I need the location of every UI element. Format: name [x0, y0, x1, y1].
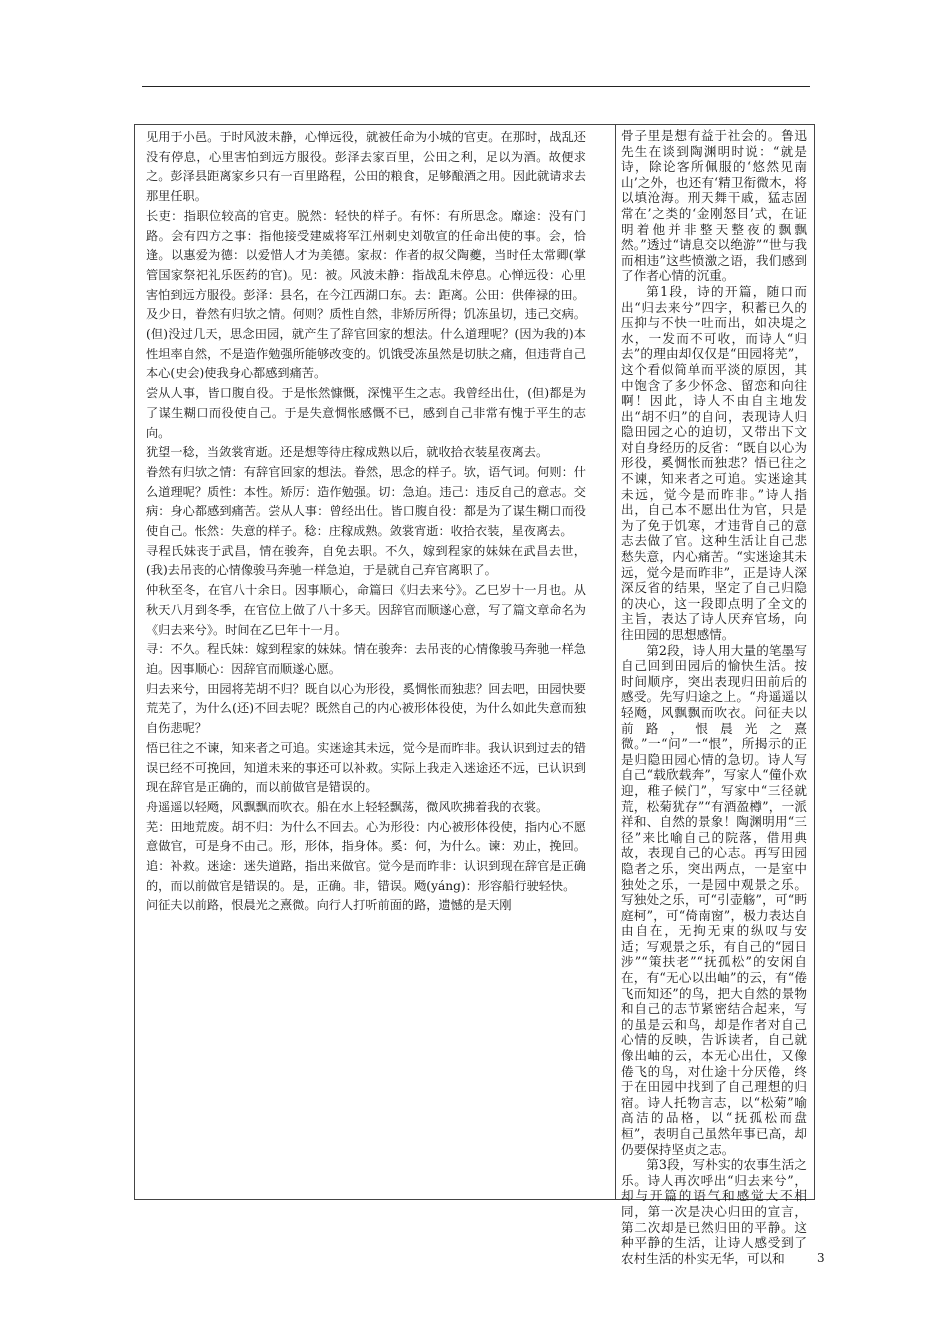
text-block: 寻：不久。程氏妹：嫁到程家的妹妹。情在骏奔：去吊丧的心情像骏马奔驰一样急迫。因事顺心：因辞官而顺遂心愿。 [146, 642, 586, 676]
text-block: 尝从人事，皆口腹自役。于是怅然慷慨，深愧平生之志。我曾经出仕，(但)都是为了谋生糊口而役使自己。于是失意惆怅感慨不已，感到自己非常有愧于平生的志向。 [146, 386, 586, 440]
page-number: 3 [817, 1251, 825, 1265]
analysis-paragraph: 第1段，诗的开篇，随口而出“归去来兮”四字，积蓄已久的压抑与不快一吐而出，如决堤之水，一发而不可收，而诗人“归去”的理由却仅仅是“田园将芜”，这个看似简单而平淡的原因，其中饱含了多少怀念、留恋和向往啊！因此，诗人不由自主地发出“胡不归”的自问，表现诗人归隐田园之心的迫切，又带出下文对自身经历的反省：“既自以心为形役，奚惆怅而独悲？悟已往之不谏，知来者之可追。实迷途其未远，觉今是而昨非。”诗人指出，自己本不愿出仕为官，只是为了免于饥寒，才违背自己的意志去做了官。这种生活让自己悲愁失意，内心痛苦。“实迷途其未远，觉今是而昨非”，正是诗人深深反省的结果，坚定了自己归隐的决心，这一段即点明了全文的主旨，表达了诗人厌弃官场，向往田园的思想感情。 [621, 283, 807, 642]
text-block: 长吏：指职位较高的官吏。脱然：轻快的样子。有怀：有所思念。靡途：没有门路。会有四方之事：指他接受建威将军江州刺史刘敬宣的任命出使的事。会，恰逢。以惠爱为德：以爱惜人才为美德。家叔：作者的叔父陶夔，当时任太常卿(掌管国家祭祀礼乐医药的官)。见：被。风波未静：指战乱未停息。心惮远役：心里害怕到远方服役。彭泽：县名，在今江西湖口东。去：距离。公田：供俸禄的田。 [146, 208, 586, 302]
text-block: 芜：田地荒废。胡不归：为什么不回去。心为形役：内心被形体役使，指内心不愿意做官，可是身不由己。形，形体，指身体。奚：何，为什么。谏：劝止，挽回。追：补救。迷途：迷失道路，指出来做官。觉今是而昨非：认识到现在辞官是正确的，而以前做官是错误的。是，正确。非，错误。飏(yáng)：形容船行驶轻快。 [146, 819, 586, 893]
column-divider [615, 124, 616, 1200]
analysis-paragraph: 第3段，写朴实的农事生活之乐。诗人再次呼出“归去来兮”，却与开篇的语气和感觉大不相同，第一次是决心归田的宣言，第二次却是已然归田的平静。这种平静的生活，让诗人感受到了农村生活的朴实无华，可以和 [621, 1157, 807, 1266]
text-block: 仲秋至冬，在官八十余日。因事顺心，命篇曰《归去来兮》。乙巳岁十一月也。从秋天八月到冬季，在官位上做了八十多天。因辞官而顺遂心意，写了篇文章命名为《归去来兮》。时间在乙巳年十一月。 [146, 583, 586, 637]
text-block: 犹望一稔，当敛裳宵逝。还是想等待庄稼成熟以后，就收拾衣装星夜离去。 [146, 445, 549, 460]
annotated-text-column [146, 128, 586, 1194]
analysis-paragraph: 第2段，诗人用大量的笔墨写自己回到田园后的愉快生活。按时间顺序，突出表现归田前后的感受。先写归途之上。“舟遥遥以轻飏，风飘飘而吹衣。问征夫以前路，恨晨光之熹微。”一“问”一“恨”，所揭示的正是归隐田园心情的急切。诗人写自己“载欣载奔”，写家人“僮仆欢迎，稚子候门”，写家中“三径就荒，松菊犹存”“有酒盈樽”，一派祥和、自然的景象！陶渊明用“三径”来比喻自己的院落，借用典故，表现自己的心志。再写田园隐者之乐，突出两点，一是室中独处之乐，一是园中观景之乐。写独处之乐，可“引壶觞”，可“眄庭柯”，可“倚南窗”，极力表达自由自在，无拘无束的纵叹与安适；写观景之乐，有自己的“园日涉”“策扶老”“抚孤松”的安闲自在，有“无心以出岫”的云，有“倦飞而知还”的鸟，把大自然的景物和自己的志节紧密结合起来，写的虽是云和鸟，却是作者对自己心情的反映，告诉读者，自己就像出岫的云，本无心出仕，又像倦飞的鸟，对仕途十分厌倦，终于在田园中找到了自己理想的归宿。诗人托物言志，以“松菊”喻高洁的品格，以“抚孤松而盘桓”，表明自己虽然年事已高，却仍要保持坚贞之志。 [621, 642, 807, 1157]
text-block: 见用于小邑。于时风波未静，心惮远役，就被任命为小城的官吏。在那时，战乱还没有停息，心里害怕到远方服役。彭泽去家百里，公田之利，足以为酒。故便求之。彭泽县距离家乡只有一百里路程，公田的粮食，足够酿酒之用。因此就请求去那里任职。 [146, 130, 586, 204]
text-block: 问征夫以前路，恨晨光之熹微。向行人打听前面的路，遗憾的是天刚 [146, 898, 512, 913]
header-rule [142, 86, 810, 87]
text-block: 归去来兮，田园将芜胡不归？既自以心为形役，奚惆怅而独悲？回去吧，田园快要荒芜了，为什么(还)不回去呢？既然自己的内心被形体役使，为什么如此失意而独自伤悲呢？ [146, 681, 586, 736]
text-block: 及少日，眷然有归欤之情。何则？质性自然，非矫厉所得；饥冻虽切，违己交病。(但)没过几天，思念田园，就产生了辞官回家的想法。什么道理呢？(因为我的)本性坦率自然，不是造作勉强所能够改变的。饥饿受冻虽然是切肤之痛，但违背自己本心(史会)使我身心都感到痛苦。 [146, 307, 586, 381]
text-block: 舟遥遥以轻飏，风飘飘而吹衣。船在水上轻轻飘荡，微风吹拂着我的衣裳。 [146, 799, 549, 814]
text-block: 悟已往之不谏，知来者之可追。实迷途其未远，觉今是而昨非。我认识到过去的错误已经不可挽回，知道未来的事还可以补救。实际上我走入迷途还不远，已认识到现在辞官是正确的，而以前做官是错误的。 [146, 740, 586, 795]
text-block: 眷然有归欤之情：有辞官回家的想法。眷然，思念的样子。欤，语气词。何则：什么道理呢？质性：本性。矫厉：造作勉强。切：急迫。违己：违反自己的意志。交病：身心都感到痛苦。尝从人事：曾经出仕。皆口腹自役：都是为了谋生糊口而役使自己。怅然：失意的样子。稔：庄稼成熟。敛裳宵逝：收拾衣装，星夜离去。 [146, 464, 586, 539]
analysis-column [621, 128, 807, 1266]
analysis-paragraph: 骨子里是想有益于社会的。鲁迅先生在谈到陶渊明时说：“就是诗，除论客所佩服的‘悠然见南山’之外，也还有‘精卫衔微木，将以填沧海。刑天舞干戚，猛志固常在’之类的‘金刚怒目’式，在证明着他并非整天整夜的飘飘然。”透过“请息交以绝游”“世与我而相违”这些愤激之语，我们感到了作者心情的沉重。 [621, 128, 807, 284]
text-block: 寻程氏妹丧于武昌，情在骏奔，自免去职。不久，嫁到程家的妹妹在武昌去世，(我)去吊丧的心情像骏马奔驰一样急迫，于是就自己弃官离职了。 [146, 543, 586, 578]
